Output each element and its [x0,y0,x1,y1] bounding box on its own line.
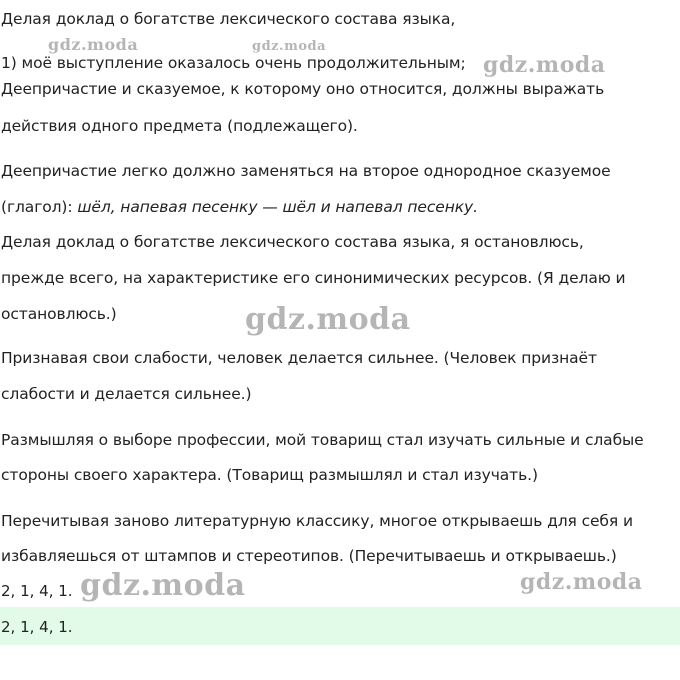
watermark: gdz.moda [520,569,643,595]
watermark: gdz.moda [252,39,327,54]
text-line-5: Деепричастие легко должно заменяться на второе однородное сказуемое [1,162,611,180]
text-line-2: 1) моё выступление оказалось очень продолжительным; [1,54,466,72]
text-line-11: слабости и делается сильнее.) [1,385,252,403]
text-line-8: прежде всего, на характеристике его синонимических ресурсов. (Я делаю и [1,269,626,287]
watermark: gdz.moda [48,35,139,54]
text-line-7: Делая доклад о богатстве лексического состава языка, я остановлюсь, [1,233,584,251]
text-line-9: остановлюсь.) [1,305,117,323]
answer-highlight-text: 2, 1, 4, 1. [1,618,73,636]
text-line-6 [1,197,478,217]
example-italic: шёл, напевая песенку — шёл и напевал песенку. [77,198,478,216]
text-line-10: Признавая свои слабости, человек делается сильнее. (Человек признаёт [1,349,597,367]
text-line-3: Деепричастие и сказуемое, к которому оно относится, должны выражать [1,80,605,98]
text-line-14: Перечитывая заново литературную классику, многое открываешь для себя и [1,512,633,530]
text-line-4: действия одного предмета (подлежащего). [1,117,358,135]
text-line-15: избавляешься от штампов и стереотипов. (Перечитываешь и открываешь.) [1,547,617,565]
text-line-13: стороны своего характера. (Товарищ размышлял и стал изучать.) [1,466,538,484]
watermark: gdz.moda [80,568,246,603]
example-prefix: (глагол): [1,198,78,216]
watermark: gdz.moda [483,52,606,78]
text-line-12: Размышляя о выборе профессии, мой товарищ стал изучать сильные и слабые [1,431,644,449]
text-line-1: Делая доклад о богатстве лексического состава языка, [1,10,456,28]
answer-text: 2, 1, 4, 1. [1,582,73,600]
watermark: gdz.moda [245,302,411,337]
answer-highlight [0,607,680,645]
